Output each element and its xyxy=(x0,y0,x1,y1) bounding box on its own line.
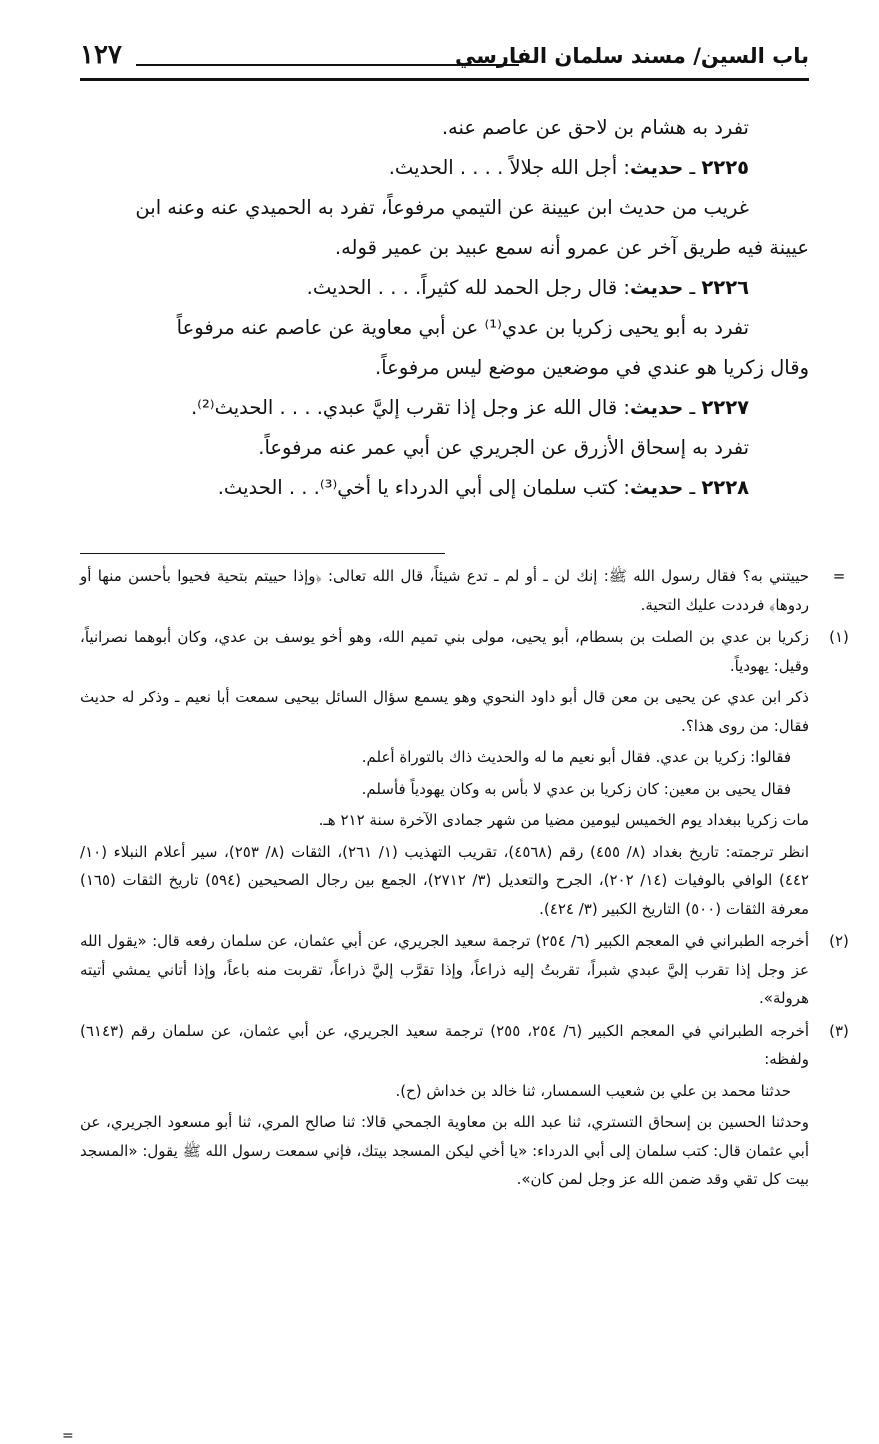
hadith-number: ٢٢٢٥ xyxy=(701,156,749,179)
hadith-number: ٢٢٢٦ xyxy=(701,276,749,299)
footnote-text: زكريا بن عدي بن الصلت بن بسطام، أبو يحيى، مولى بني تميم الله، وهو أخو يوسف بن عدي، وكان أبوهما نصرانياً، وقيل: يهودياً. xyxy=(80,628,809,675)
text-line: وقال زكريا هو عندي في موضعين موضع ليس مرفوعاً. xyxy=(375,356,809,379)
running-header xyxy=(80,40,809,80)
footnote-text: أخرجه الطبراني في المعجم الكبير (٦/ ٢٥٤، ٢٥٥) ترجمة سعيد الجريري، عن أبي عثمان، عن سلمان رقم (٦١٤٣) ولفظه: xyxy=(80,1021,810,1068)
hadith-label: حديث xyxy=(629,476,684,499)
footnote-text: أخرجه الطبراني في المعجم الكبير (٦/ ٢٥٤) ترجمة سعيد الجريري، عن أبي عثمان، عن سلمان رفعه قال: «يقول الله عز وجل إذا تقرب إليَّ عبدي شبراً، تقربتُ إليه ذراعاً، وإذا تقرَّب إليَّ ذراعاً، تقربت منه باعاً، وإذا أتاني يمشي أتيته هرولة». xyxy=(80,932,809,1007)
footnote-text: حييتني به؟ فقال رسول الله ﷺ: إنك لن ـ أو لم ـ تدع شيئاً، قال الله تعالى: ﴿وإذا حييتم بتحية فحيوا بأحسن منها أو ردوها﴾ فرددت عليك التحية. xyxy=(80,567,809,614)
hadith-label: حديث xyxy=(629,276,684,299)
footnote-text: وحدثنا الحسين بن إسحاق التستري، ثنا عبد الله بن معاوية الجمحي قالا: ثنا صالح المري، ثنا أبو مسعود الجريري، عن أبي عثمان قال: كتب سلمان إلى أبي الدرداء: «يا أخي ليكن المسجد بيتك، فإني سمعت رسول الله ﷺ يقول: «المسجد بيت كل تقي وقد ضمن الله عز وجل لمن كان». xyxy=(80,1113,809,1188)
footnote-text: انظر ترجمته: تاريخ بغداد (٨/ ٤٥٥) رقم (٤٥٦٨)، تقريب التهذيب (١/ ٢٦١)، الثقات (٨/ ٢٥٣)، سير أعلام النبلاء (١٠/ ٤٤٢) الوافي بالوفيات (١٤/ ٢٠٢)، الجرح والتعديل (٣/ ٢٧١٢)، الجمع بين رجال الصحيحين (٥٩٤) تاريخ الثقات (١٦٥) معرفة الثقات (٥٠٠) التاريخ الكبير (٣/ ٤٢٤). xyxy=(80,842,810,918)
hadith-text: : أجل الله جلالاً . . . . الحديث. xyxy=(388,156,630,179)
footnotes xyxy=(80,562,849,1194)
text-line: تفرد به أبو يحيى زكريا بن عدي⁽¹⁾ عن أبي معاوية عن عاصم عنه مرفوعاً xyxy=(176,316,749,339)
footnote-text: فقال يحيى بن معين: كان زكريا بن عدي لا بأس به وكان يهودياً فأسلم. xyxy=(361,779,791,798)
footnote-text: فقالوا: زكريا بن عدي. فقال أبو نعيم ما له والحديث ذاك بالتوراة أعلم. xyxy=(361,748,791,766)
main-text xyxy=(80,108,809,508)
footnote-separator xyxy=(80,553,445,554)
hadith-number: ٢٢٢٧ xyxy=(701,396,749,419)
footnote-2 xyxy=(80,927,849,1013)
text-line: تفرد به إسحاق الأزرق عن الجريري عن أبي عمر عنه مرفوعاً. xyxy=(258,436,749,459)
hadith-text: : قال رجل الحمد لله كثيراً. . . . الحديث. xyxy=(306,276,630,299)
carry-marker: = xyxy=(832,567,846,585)
footnote-text: مات زكريا ببغداد يوم الخميس ليومين مضيا من شهر جمادى الآخرة سنة ٢١٢ هـ. xyxy=(318,811,809,829)
footnote-3 xyxy=(80,1017,849,1194)
hadith-entry: ٢٢٢٧ ـ حديث: قال الله عز وجل إذا تقرب إليَّ عبدي. . . . الحديث⁽²⁾. xyxy=(190,396,749,419)
chapter-title: باب السين/ مسند سلمان الفارسي xyxy=(455,44,809,68)
footnote-text: ذكر ابن عدي عن يحيى بن معن قال أبو داود النحوي وهو يسمع سؤال السائل بيحيى سمعت أبا نعيم ـ وذكر له حديث فقال: من روى هذا؟. xyxy=(80,688,809,735)
continue-marker: = xyxy=(62,1428,74,1444)
header-dash xyxy=(136,64,519,66)
text-line: عيينة فيه طريق آخر عن عمرو أنه سمع عبيد بن عمير قوله. xyxy=(334,236,809,259)
hadith-label: حديث xyxy=(629,396,684,419)
page-number: ١٢٧ xyxy=(80,40,122,70)
footnote-carryover xyxy=(80,562,846,619)
hadith-entry: ٢٢٢٨ ـ حديث: كتب سلمان إلى أبي الدرداء يا أخي⁽³⁾. . . الحديث. xyxy=(217,476,749,499)
text-line: تفرد به هشام بن لاحق عن عاصم عنه. xyxy=(441,116,749,139)
text-line: غريب من حديث ابن عيينة عن التيمي مرفوعاً، تفرد به الحميدي عنه وعنه ابن xyxy=(135,196,749,219)
footnote-1 xyxy=(80,623,849,923)
hadith-text: : قال الله عز وجل إذا تقرب إليَّ عبدي. . . . الحديث⁽²⁾. xyxy=(190,396,630,419)
hadith-text: : كتب سلمان إلى أبي الدرداء يا أخي⁽³⁾. . . الحديث. xyxy=(217,476,630,499)
hadith-label: حديث xyxy=(629,156,684,179)
hadith-number: ٢٢٢٨ xyxy=(701,476,749,499)
footnote-marker: (٢) xyxy=(829,932,849,950)
footnote-marker: (٣) xyxy=(829,1021,849,1040)
footnote-marker: (١) xyxy=(829,628,849,646)
header-rule xyxy=(80,78,809,81)
hadith-entry: ٢٢٢٦ ـ حديث: قال رجل الحمد لله كثيراً. . . . الحديث. xyxy=(306,276,749,299)
hadith-entry: ٢٢٢٥ ـ حديث: أجل الله جلالاً . . . . الحديث. xyxy=(388,156,749,179)
footnote-text: حدثنا محمد بن علي بن شعيب السمسار، ثنا خالد بن خداش (ح). xyxy=(395,1081,791,1100)
